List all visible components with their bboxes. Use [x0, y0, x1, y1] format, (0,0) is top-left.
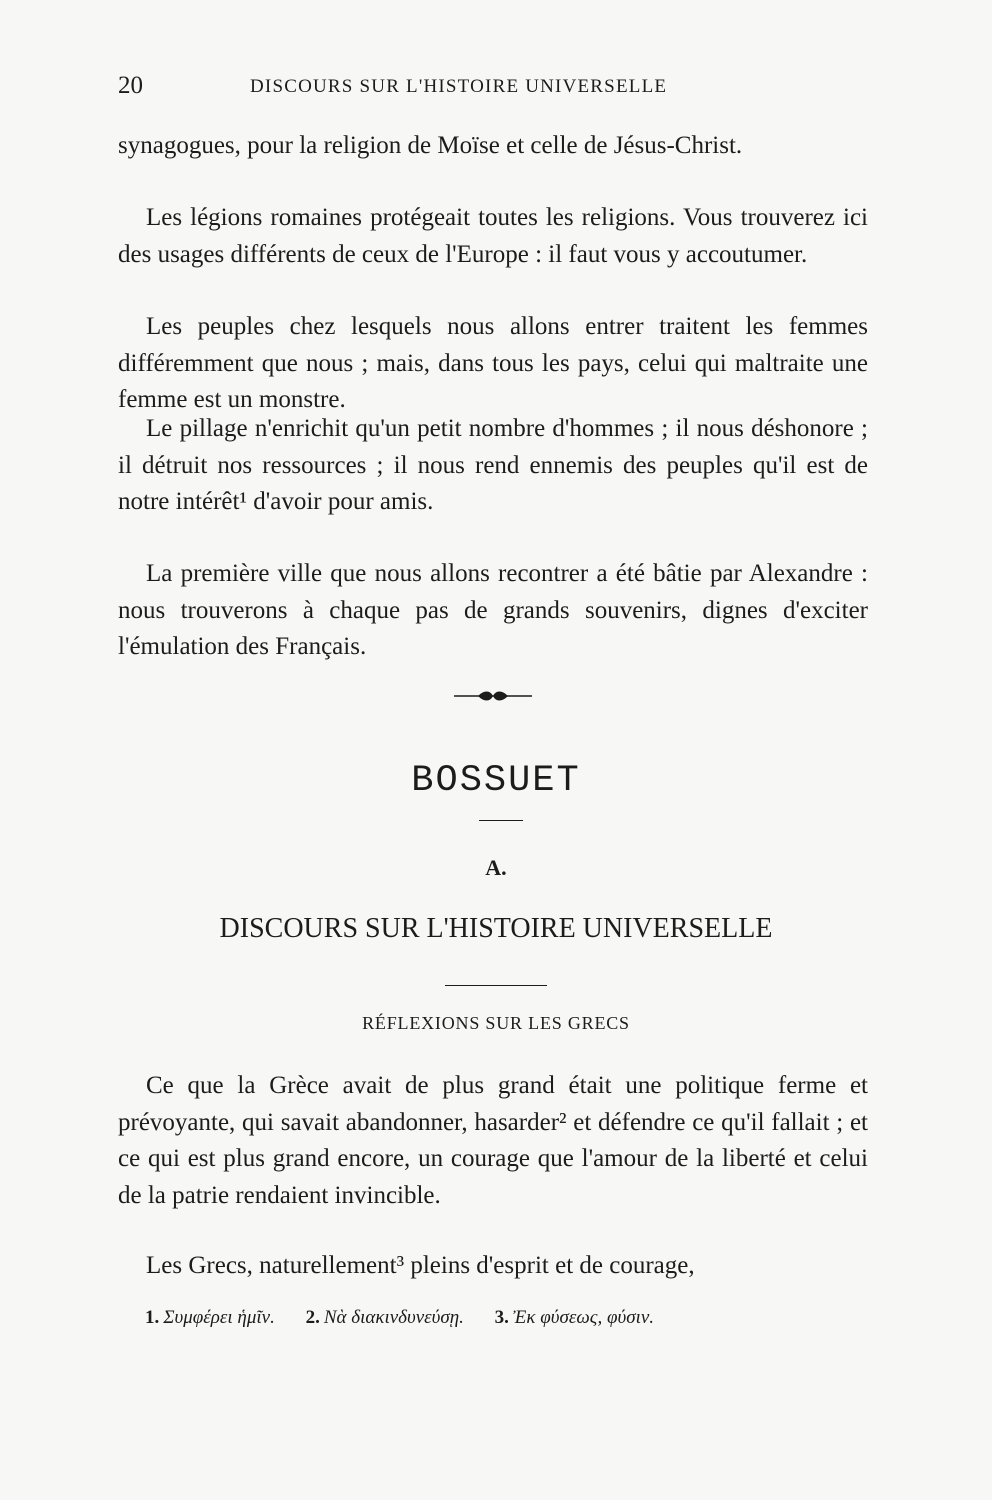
paragraph: Les Grecs, naturellement³ pleins d'esprit et de courage, [146, 1252, 695, 1279]
paragraph: Les légions romaines protégeait toutes les religions. Vous trouverez ici des usages différents de ceux de l'Europe : il faut vous y accoutumer. [118, 204, 868, 268]
footnote-text: Ἐκ φύσεως, φύσιν. [512, 1307, 655, 1328]
running-title: DISCOURS SUR L'HISTOIRE UNIVERSELLE [250, 76, 668, 97]
footnote [145, 1307, 275, 1328]
divider [479, 820, 523, 821]
footnote-text: Συμφέρει ἡμῖν. [163, 1307, 275, 1328]
work-title: DISCOURS SUR L'HISTOIRE UNIVERSELLE [219, 913, 773, 944]
section-letter: A. [485, 855, 507, 880]
footnote-number: 3. [494, 1307, 509, 1328]
page-number: 20 [118, 72, 143, 99]
footnote-number: 2. [305, 1307, 320, 1328]
paragraph: Ce que la Grèce avait de plus grand était une politique ferme et prévoyante, qui savait abandonner, hasarder² et défendre ce qu'il fallait ; et ce qui est plus grand encore, un courage que l'amour de la liberté et celui de la patrie rendaient invincible. [118, 1072, 868, 1209]
divider [445, 985, 547, 986]
running-head [118, 72, 868, 106]
footnote [495, 1307, 654, 1328]
paragraph: La première ville que nous allons recontrer a été bâtie par Alexandre : nous trouverons à chaque pas de grands souvenirs, dignes d'exciter l'émulation des Français. [118, 560, 868, 660]
paragraph: Les peuples chez lesquels nous allons entrer traitent les femmes différemment que nous ; mais, dans tous les pays, celui qui maltraite une femme est un monstre. [118, 313, 868, 413]
footnote [306, 1307, 464, 1328]
paragraph: Le pillage n'enrichit qu'un petit nombre d'hommes ; il nous déshonore ; il détruit nos ressources ; il nous rend ennemis des peuples qu'il est de notre intérêt¹ d'avoir pour amis. [118, 415, 868, 515]
author-heading: BOSSUET [411, 760, 581, 802]
section-subtitle: RÉFLEXIONS SUR LES GRECS [362, 1013, 630, 1033]
footnote-text: Νὰ διακινδυνεύσῃ. [323, 1307, 464, 1328]
footnote-number: 1. [145, 1307, 160, 1328]
paragraph: synagogues, pour la religion de Moïse et celle de Jésus-Christ. [118, 132, 743, 159]
footnotes [145, 1307, 680, 1329]
ornament-divider [454, 688, 532, 704]
